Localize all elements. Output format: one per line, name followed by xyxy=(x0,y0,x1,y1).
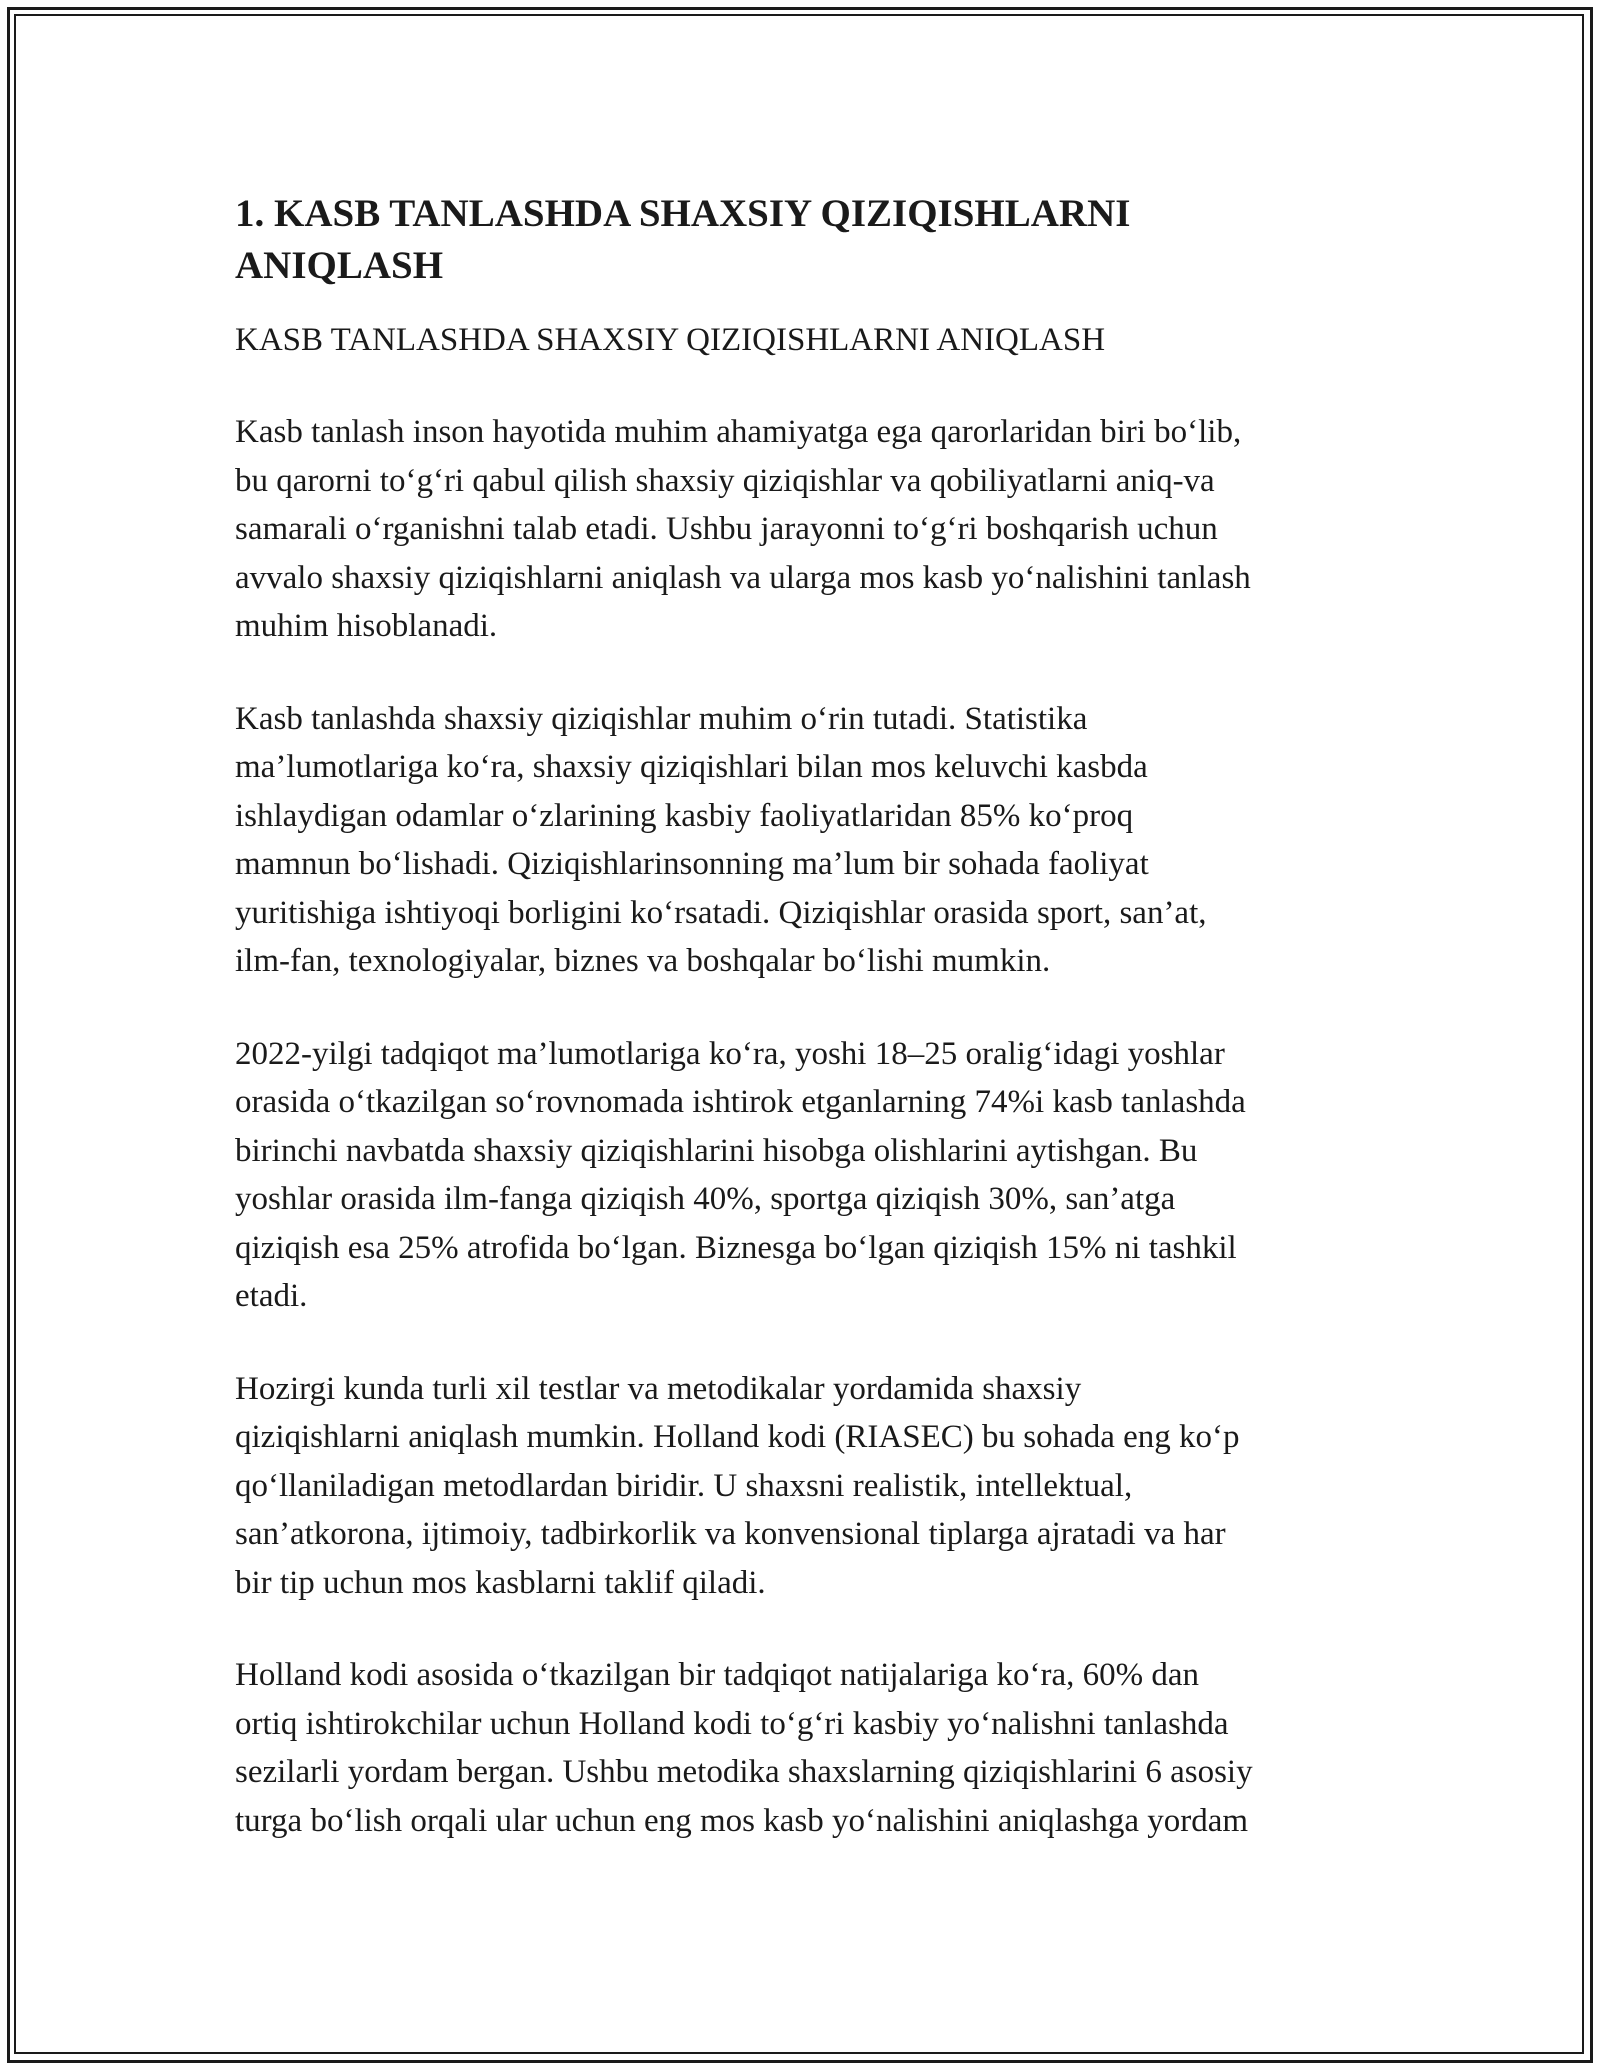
paragraph-line: muhim hisoblanadi. xyxy=(235,608,498,644)
section-heading-line-2: ANIQLASH xyxy=(235,244,444,287)
section-heading-line-1: 1. KASB TANLASHDA SHAXSIY QIZIQISHLARNI xyxy=(235,192,1131,235)
paragraph-line: qiziqish esa 25% atrofida bo‘lgan. Biznesga bo‘lgan qiziqish 15% ni tashkil xyxy=(235,1229,1237,1266)
paragraph-line: samarali o‘rganishni talab etadi. Ushbu jarayonni to‘g‘ri boshqarish uchun xyxy=(235,511,1218,547)
paragraph-line: Kasb tanlashda shaxsiy qiziqishlar muhim o‘rin tutadi. Statistika xyxy=(235,700,1088,737)
paragraph-line: Holland kodi asosida o‘tkazilgan bir tadqiqot natijalariga ko‘ra, 60% dan xyxy=(235,1657,1200,1693)
paragraph-line: Hozirgi kunda turli xil testlar va metodikalar yordamida shaxsiy xyxy=(235,1370,1082,1407)
paragraph xyxy=(235,1365,1385,1608)
paragraph-line: ishlaydigan odamlar o‘zlarining kasbiy faoliyatlaridan 85% ko‘proq xyxy=(235,797,1134,834)
paragraph-line: yoshlar orasida ilm-fanga qiziqish 40%, sportga qiziqish 30%, san’atga xyxy=(235,1181,1176,1217)
paragraph-line: mamnun bo‘lishadi. Qiziqishlarinsonning ma’lum bir sohada faoliyat xyxy=(235,846,1149,882)
document-body xyxy=(235,188,1385,1845)
paragraph-line: qo‘llaniladigan metodlardan biridir. U shaxsni realistik, intellektual, xyxy=(235,1467,1133,1504)
paragraph-line: Kasb tanlash inson hayotida muhim ahamiyatga ega qarorlaridan biri bo‘lib, xyxy=(235,414,1242,450)
paragraph-line: etadi. xyxy=(235,1278,308,1314)
paragraphs xyxy=(235,408,1385,1845)
paragraph-line: sezilarli yordam bergan. Ushbu metodika shaxslarning qiziqishlarini 6 asosiy xyxy=(235,1754,1253,1790)
paragraph-line: ma’lumotlariga ko‘ra, shaxsiy qiziqishlari bilan mos keluvchi kasbda xyxy=(235,749,1148,785)
paragraph-line: 2022-yilgi tadqiqot ma’lumotlariga ko‘ra, yoshi 18–25 oralig‘idagi yoshlar xyxy=(235,1035,1225,1072)
paragraph-line: avvalo shaxsiy qiziqishlarni aniqlash va ularga mos kasb yo‘nalishini tanlash xyxy=(235,559,1251,596)
paragraph-line: san’atkorona, ijtimoiy, tadbirkorlik va konvensional tiplarga ajratadi va har xyxy=(235,1516,1226,1552)
paragraph-line: yuritishiga ishtiyoqi borligini ko‘rsatadi. Qiziqishlar orasida sport, san’at, xyxy=(235,894,1207,931)
paragraph-line: orasida o‘tkazilgan so‘rovnomada ishtirok etganlarning 74%i kasb tanlashda xyxy=(235,1084,1246,1120)
paragraph-line: ilm-fan, texnologiyalar, biznes va boshqalar bo‘lishi mumkin. xyxy=(235,943,1051,979)
paragraph xyxy=(235,1030,1385,1321)
paragraph xyxy=(235,1651,1385,1845)
paragraph-line: ortiq ishtirokchilar uchun Holland kodi to‘g‘ri kasbiy yo‘nalishni tanlashda xyxy=(235,1705,1229,1742)
paragraph xyxy=(235,408,1385,651)
section-subtitle: KASB TANLASHDA SHAXSIY QIZIQISHLARNI ANIQLASH xyxy=(235,322,1106,358)
paragraph-line: birinchi navbatda shaxsiy qiziqishlarini hisobga olishlarini aytishgan. Bu xyxy=(235,1132,1198,1169)
paragraph-line: bir tip uchun mos kasblarni taklif qiladi. xyxy=(235,1564,766,1601)
paragraph xyxy=(235,695,1385,986)
section-heading xyxy=(235,188,1385,292)
paragraph-line: bu qarorni to‘g‘ri qabul qilish shaxsiy qiziqishlar va qobiliyatlarni aniq-va xyxy=(235,462,1215,499)
paragraph-line: turga bo‘lish orqali ular uchun eng mos kasb yo‘nalishini aniqlashga yordam xyxy=(235,1802,1249,1839)
paragraph-line: qiziqishlarni aniqlash mumkin. Holland kodi (RIASEC) bu sohada eng ko‘p xyxy=(235,1419,1240,1455)
